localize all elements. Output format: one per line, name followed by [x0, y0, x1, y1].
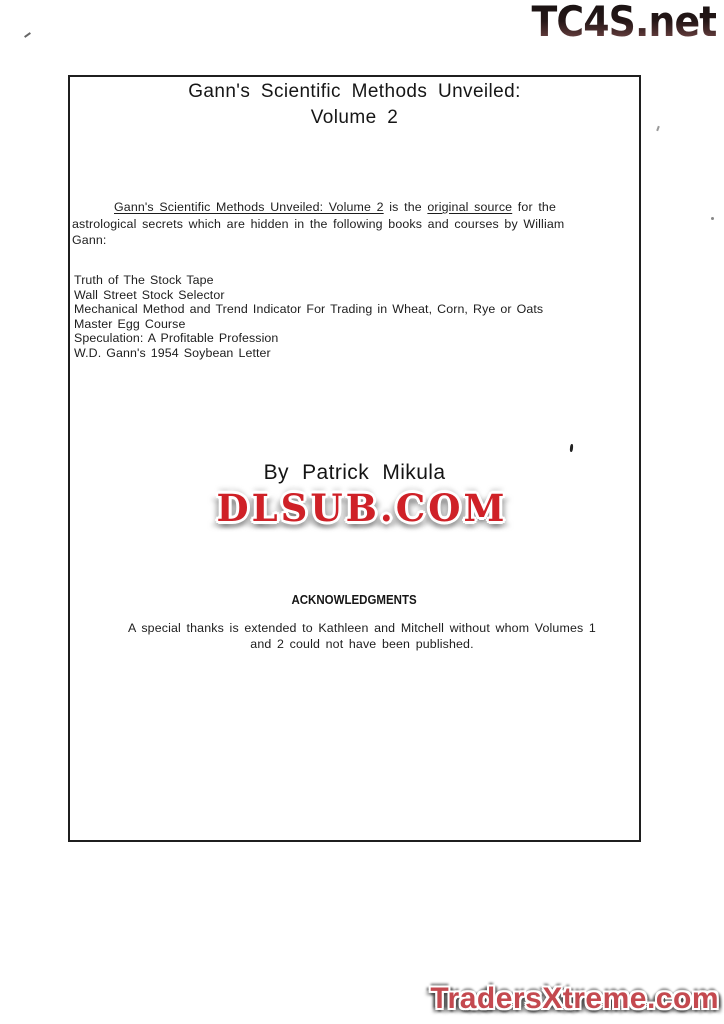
intro-mid-text: is the	[383, 200, 428, 214]
scan-artifact-mark	[24, 32, 31, 38]
list-item: Truth of The Stock Tape	[74, 273, 214, 287]
intro-underlined-phrase: original source	[427, 200, 513, 214]
list-item: W.D. Gann's 1954 Soybean Letter	[74, 345, 271, 360]
author-byline: By Patrick Mikula	[263, 461, 446, 484]
intro-rest-text: for the astrological secrets which are hidden in the following books and courses by William Gann:	[72, 200, 565, 247]
list-item: Wall Street Stock Selector	[74, 287, 225, 302]
book-list	[74, 273, 614, 361]
intro-paragraph	[72, 199, 602, 249]
scan-artifact-mark	[711, 217, 714, 220]
tc4s-logo: TC4S.net	[531, 0, 716, 46]
scan-artifact-mark	[656, 126, 660, 131]
list-item: Mechanical Method and Trend Indicator For Trading in Wheat, Corn, Rye or Oats	[74, 302, 544, 317]
title-line-2: Volume 2	[310, 107, 399, 128]
dlsub-watermark: DLSUB.COM	[216, 486, 508, 530]
tradersxtreme-logo: TradersXtreme.com	[430, 982, 719, 1015]
acknowledgments-text: A special thanks is extended to Kathleen and Mitchell without whom Volumes 1 and 2 could not have been published.	[128, 621, 596, 651]
page-border-box	[68, 75, 641, 842]
intro-underlined-title: Gann's Scientific Methods Unveiled: Volume 2	[114, 200, 384, 214]
title-line-1: Gann's Scientific Methods Unveiled:	[188, 81, 521, 102]
list-item: Speculation: A Profitable Profession	[74, 331, 279, 346]
page-title	[68, 79, 641, 131]
list-item: Master Egg Course	[74, 316, 186, 331]
acknowledgments-heading-text: ACKNOWLEDGMENTS	[291, 593, 418, 607]
acknowledgments-heading	[68, 593, 641, 607]
